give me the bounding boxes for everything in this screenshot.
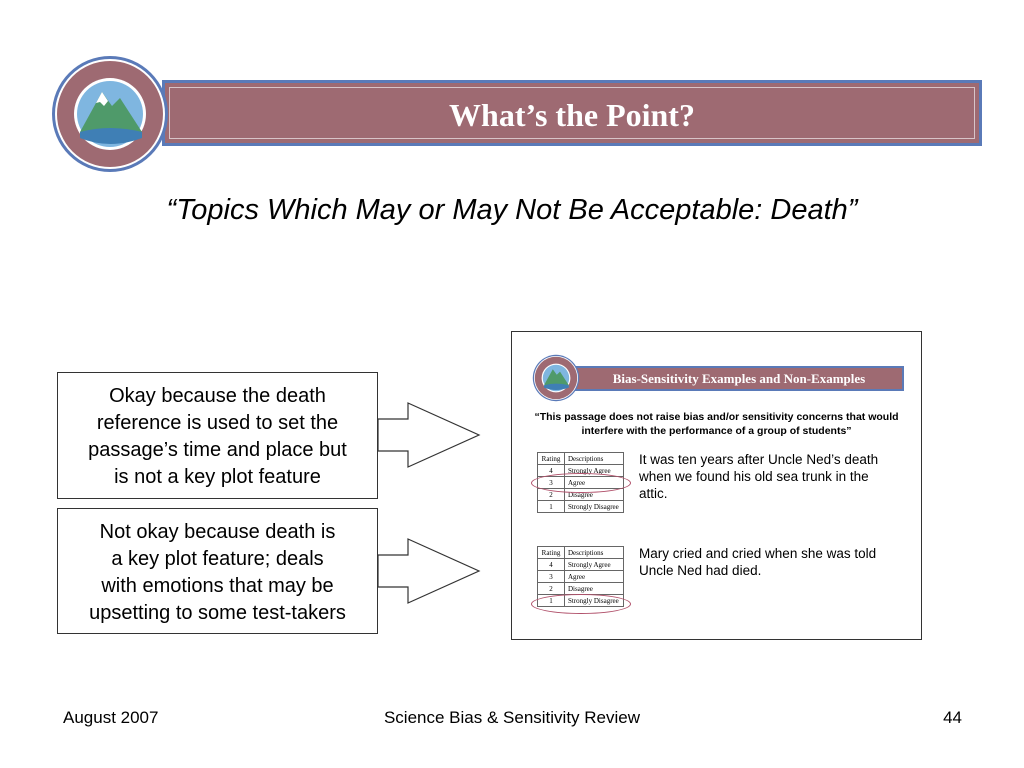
page-number: 44 (943, 708, 962, 727)
right-arrow-icon (377, 538, 481, 604)
box-line: Not okay because death is (99, 521, 336, 543)
panel-banner-title: Bias-Sensitivity Examples and Non-Examples (612, 371, 866, 386)
box-line: reference is used to set the (96, 412, 339, 434)
panel-quote: “This passage does not raise bias and/or sensitivity concerns that would interfere with the performance of a group of students” (534, 411, 899, 437)
rating-cell: 1 (538, 501, 565, 513)
okay-explanation-box (57, 372, 378, 499)
rating-cell: 3 (538, 477, 565, 489)
selected-rating-circle (531, 594, 631, 614)
description-cell: Strongly Agree (565, 465, 624, 477)
example-passage: Mary cried and cried when she was told Uncle Ned had died. (639, 546, 877, 578)
column-header: Rating (538, 547, 565, 559)
description-cell: Strongly Disagree (565, 501, 624, 513)
rating-cell: 4 (538, 559, 565, 571)
column-header: Descriptions (565, 453, 624, 465)
table-row (538, 571, 624, 583)
box-line: passage’s time and place but (88, 439, 347, 461)
description-cell: Agree (565, 571, 624, 583)
footer-title: Science Bias & Sensitivity Review (383, 708, 641, 727)
title-banner (162, 80, 982, 146)
table-row (538, 501, 624, 513)
slide-title: What’s the Point? (449, 97, 695, 133)
description-cell: Strongly Disagree (565, 595, 624, 607)
box-line: a key plot feature; deals (111, 548, 324, 570)
rating-cell: 2 (538, 489, 565, 501)
box-line: is not a key plot feature (114, 466, 321, 488)
example-panel (511, 331, 922, 640)
program-logo (50, 54, 170, 174)
box-line: upsetting to some test-takers (89, 602, 346, 624)
table-header-row (538, 453, 624, 465)
rating-cell: 4 (538, 465, 565, 477)
column-header: Descriptions (565, 547, 624, 559)
description-cell: Strongly Agree (565, 559, 624, 571)
table-row (538, 559, 624, 571)
description-cell: Disagree (565, 583, 624, 595)
selected-rating-circle (531, 473, 631, 493)
rating-cell: 1 (538, 595, 565, 607)
description-cell: Agree (565, 477, 624, 489)
column-header: Rating (538, 453, 565, 465)
program-logo-small (532, 354, 580, 402)
table-header-row (538, 547, 624, 559)
footer-date: August 2007 (63, 708, 159, 727)
not-okay-explanation-box (57, 508, 378, 634)
slide-subtitle: “Topics Which May or May Not Be Acceptable: Death” (166, 194, 858, 226)
rating-cell: 2 (538, 583, 565, 595)
example-passage: It was ten years after Uncle Ned’s death when we found his old sea trunk in the attic. (639, 452, 879, 501)
box-line: Okay because the death (109, 385, 326, 407)
rating-cell: 3 (538, 571, 565, 583)
table-row (538, 583, 624, 595)
description-cell: Disagree (565, 489, 624, 501)
panel-banner (574, 366, 904, 391)
right-arrow-icon (377, 402, 481, 468)
box-line: with emotions that may be (101, 575, 334, 597)
